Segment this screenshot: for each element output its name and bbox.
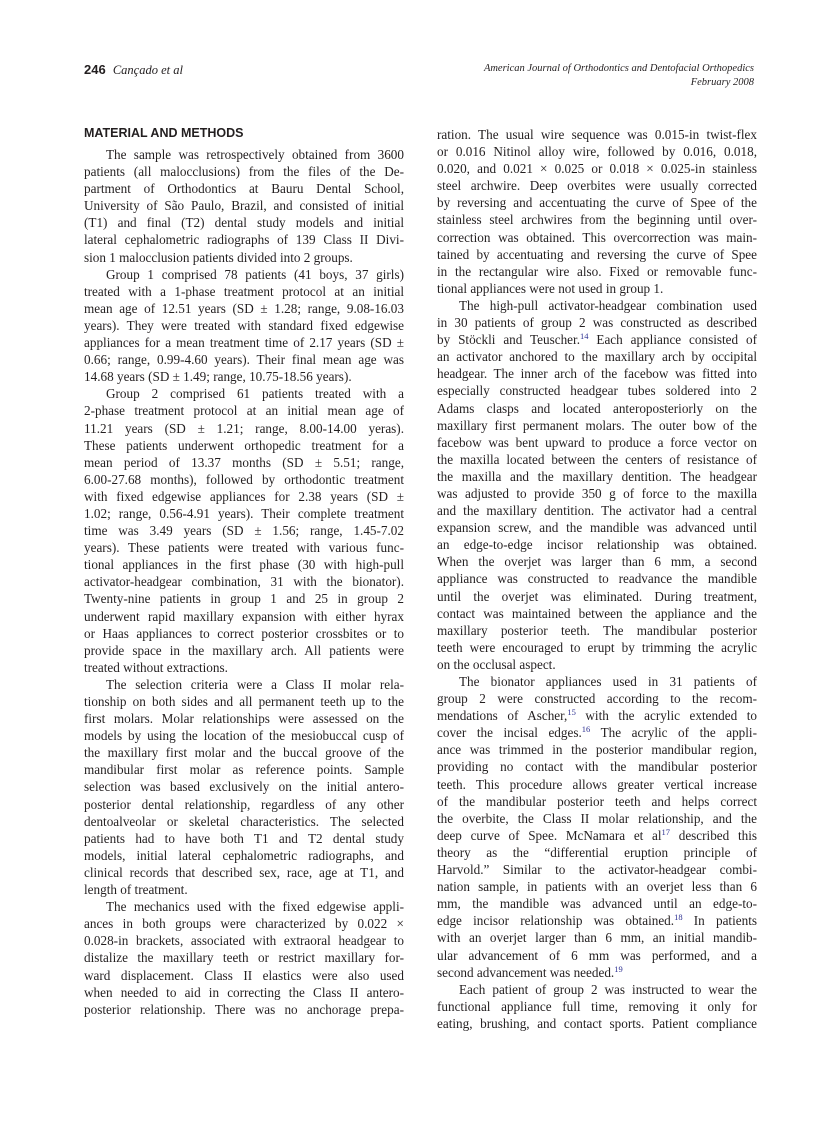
text-line: Group 1 comprised 78 patients (41 boys, 37 girls) (106, 266, 404, 282)
text-line: patients had to have both T1 and T2 dental study (84, 830, 404, 846)
section-heading: MATERIAL AND METHODS (84, 126, 244, 140)
text-line: ration. The usual wire sequence was 0.015-in twist-flex (437, 127, 757, 142)
text-line: The bionator appliances used in 31 patients of (459, 674, 757, 689)
text-line: contact was maintained between the appliance and the (437, 605, 757, 621)
text-line: length of treatment. (84, 882, 188, 898)
text-line: by Stöckli and Teuscher.$^{14}$ Each appliance consisted of (437, 331, 757, 348)
text-line: ular advancement of 6 mm was performed, and a (437, 947, 757, 963)
text-line: correction was obtained. This overcorrection was main- (437, 229, 757, 245)
text-line: appliance was constructed to readvance the mandible (437, 571, 757, 587)
text-line: years). These patients were treated with various func- (84, 540, 404, 556)
running-authors: Cançado et al (112, 63, 183, 77)
text-line: stainless steel archwires from the beginning until over- (437, 212, 757, 228)
page-header-left (84, 62, 183, 78)
text-line: on the occlusal aspect. (437, 656, 556, 672)
text-line: 0.020, and 0.021 × 0.025 or 0.018 × 0.025-in stainless (437, 161, 757, 177)
text-line: (T1) and final (T2) dental study models and initial (84, 215, 404, 231)
citation-reference[interactable]: 19 (614, 963, 623, 974)
text-line: underwent rapid maxillary expansion with either hyrax (84, 608, 404, 624)
text-line: tional appliances in the first phase (30 with high-pull (84, 557, 404, 573)
text-line: 0.66; range, 0.99-4.60 years). Their final mean age was (84, 352, 404, 368)
text-line: the maxilla located between the centers of resistance of (437, 451, 757, 467)
text-line: selection was based exclusively on the initial antero- (84, 779, 404, 795)
text-line: posterior dental relationship, regardless of any other (84, 796, 404, 812)
text-line: posterior relationship. There was no anchorage prepa- (84, 1001, 404, 1017)
text-line: The mechanics used with the fixed edgewise appli- (106, 899, 404, 915)
text-line: mean age of 12.51 years (SD ± 1.28; range, 9.08-16.03 (84, 300, 404, 316)
text-line: the maxillary first molar and the buccal groove of the (84, 745, 404, 761)
text-line: When the overjet was larger than 6 mm, a second (437, 554, 757, 570)
text-line: tional appliances were not used in group 1. (437, 280, 664, 296)
text-line: 2-phase treatment protocol at an initial mean age of (84, 403, 404, 419)
text-line: in the rectangular wire also. Fixed or removable func- (437, 263, 757, 279)
citation-reference[interactable]: 16 (581, 724, 591, 735)
page-number: 246 (84, 62, 106, 77)
text-line: The high-pull activator-headgear combination used (459, 297, 757, 313)
text-line: nation sample, in patients with an overjet less than 6 (437, 879, 757, 895)
text-line: ance was trimmed in the posterior mandibular region, (437, 742, 757, 758)
left-column (84, 126, 404, 1018)
text-line: tionship on both sides and all permanent teeth up to the (84, 694, 404, 709)
text-line: or Haas appliances to correct posterior crossbites or to (84, 625, 404, 641)
citation-reference[interactable]: 14 (580, 331, 589, 342)
text-line: facebow was bent upward to produce a force vector on (437, 434, 757, 450)
right-column-body (437, 126, 757, 1032)
text-line: mendations of Ascher,$^{15}$ with the acrylic extended to (437, 707, 757, 724)
text-line: Harvold.” Similar to the activator-headgear combi- (437, 862, 757, 878)
text-line: by reversing and accentuating the curve of Spee of the (437, 195, 757, 211)
text-line: activator-headgear combination, 31 with the bionator). (84, 574, 404, 590)
text-line: the overbite, the Class II molar relationship, and the (437, 810, 757, 826)
text-line: ward displacement. Class II elastics were also used (84, 967, 404, 983)
left-column-body (84, 146, 404, 1018)
text-line: treated without extractions. (84, 659, 228, 675)
text-line: maxillary posterior teeth. The mandibular posterior (437, 622, 757, 638)
text-line: 11.21 years (SD ± 1.21; range, 8.00-14.00 yeras). (84, 420, 404, 436)
text-line: mm, the mandible was advanced until an edge-to- (437, 896, 757, 912)
text-line: patients (all malocclusions) from the files of the De- (84, 164, 404, 180)
text-line: until the overjet was eliminated. During treatment, (437, 588, 757, 604)
text-line: clinical records that described sex, race, age at T1, and (84, 864, 404, 880)
text-line: second advancement was needed.$^{19}$ (437, 963, 623, 980)
text-line: steel archwire. Deep overbites were usually corrected (437, 178, 757, 194)
issue-date: February 2008 (690, 77, 754, 88)
text-line: Group 2 comprised 61 patients treated with a (106, 386, 404, 402)
text-line: models, initial lateral cephalometric radiographs, and (84, 847, 404, 863)
text-line: especially constructed headgear tubes soldered into 2 (437, 383, 757, 399)
text-line: cover the incisal edges.$^{16}$ The acrylic of the appli- (437, 724, 757, 741)
citation-reference[interactable]: 18 (674, 912, 683, 923)
page-header-right (484, 62, 754, 90)
text-line: These patients underwent orthopedic treatment for a (84, 437, 404, 453)
text-line: The selection criteria were a Class II molar rela- (106, 676, 404, 692)
text-line: Adams clasps and located anteroposteriorly on the (437, 400, 757, 416)
text-line: teeth. This procedure allows greater vertical increase (437, 776, 757, 792)
citation-reference[interactable]: 17 (661, 826, 671, 837)
right-column (437, 126, 757, 1032)
text-line: an activator anchored to the maxillary arch by occipital (437, 349, 757, 365)
text-line: 14.68 years (SD ± 1.49; range, 10.75-18.56 years). (84, 369, 352, 385)
text-line: functional appliance full time, removing it only for (437, 998, 757, 1014)
text-line: eating, brushing, and contact sports. Patient compliance (437, 1015, 757, 1031)
text-line: sion 1 malocclusion patients divided into 2 groups. (84, 249, 353, 265)
text-line: group 2 were constructed according to the recom- (437, 691, 757, 707)
text-line: partment of Orthodontics at Bauru Dental School, (84, 181, 404, 197)
text-line: theory as the “differential eruption principle of (437, 844, 757, 860)
text-line: when needed to aid in correcting the Class II antero- (84, 984, 404, 1000)
text-line: 6.00-27.68 months), followed by orthodontic treatment (84, 471, 404, 487)
text-line: tained by accentuating and reversing the curve of Spee (437, 246, 757, 262)
text-line: Each patient of group 2 was instructed to wear the (459, 981, 757, 997)
text-line: dentoalveolar or skeletal characteristics. The selected (84, 813, 404, 829)
text-line: ances in both groups were characterized by 0.022 × (84, 916, 404, 932)
text-line: expansion screw, and the mandible was advanced until (437, 520, 757, 536)
text-line: years). They were treated with standard fixed edgewise (84, 317, 404, 333)
text-line: in 30 patients of group 2 was constructed as described (437, 315, 757, 331)
text-line: an edge-to-edge incisor relationship was obtained. (437, 537, 757, 553)
text-line: maxillary first permanent molars. The outer bow of the (437, 417, 757, 433)
text-line: appliances for a mean treatment time of 2.17 years (SD ± (84, 335, 404, 351)
text-line: teeth were encouraged to erupt by trimming the acrylic (437, 639, 757, 655)
citation-reference[interactable]: 15 (567, 707, 576, 718)
text-line: time was 3.49 years (SD ± 1.56; range, 1.45-7.02 (84, 523, 404, 539)
text-line: distalize the maxillary teeth or restrict maxillary for- (84, 950, 404, 966)
journal-title: American Journal of Orthodontics and Dentofacial Orthopedics (483, 63, 754, 74)
text-line: with an overjet larger than 6 mm, an initial mandib- (437, 930, 757, 946)
text-line: providing no contact with the mandibular posterior (437, 759, 757, 775)
text-line: or 0.016 Nitinol alloy wire, followed by 0.016, 0.018, (437, 144, 757, 160)
text-line: the maxilla and the maxillary dentition. The headgear (437, 468, 757, 484)
text-line: was adjusted to provide 350 g of force to the maxilla (437, 485, 757, 501)
text-line: provide space in the maxillary arch. All patients were (84, 642, 404, 658)
text-line: Twenty-nine patients in group 1 and 25 in group 2 (84, 591, 404, 607)
text-line: treated with a 1-phase treatment protocol at an initial (84, 283, 404, 299)
text-line: headgear. The inner arch of the facebow was fitted into (437, 366, 757, 382)
text-line: The sample was retrospectively obtained from 3600 (106, 147, 404, 162)
text-line: mandibular first molar as reference points. Sample (84, 762, 404, 778)
text-line: of the mandibular posterior teeth and helps correct (437, 793, 757, 809)
text-line: 0.028-in brackets, associated with extraoral headgear to (84, 933, 404, 949)
text-line: with fixed edgewise appliances for 2.38 years (SD ± (84, 488, 404, 504)
text-line: edge incisor relationship was obtained.$^{18}$ In patients (437, 912, 757, 929)
text-line: models by using the location of the mesiobuccal cusp of (84, 728, 404, 744)
text-line: first molars. Molar relationships were assessed on the (84, 711, 404, 727)
text-line: deep curve of Spee. McNamara et $al^{17}$ described this (437, 826, 757, 843)
text-line: lateral cephalometric radiographs of 139 Class II Divi- (84, 232, 404, 248)
text-line: University of São Paulo, Brazil, and consisted of initial (84, 198, 404, 214)
text-line: and the maxillary dentition. The activator had a central (437, 503, 757, 519)
text-line: mean period of 13.37 months (SD ± 5.51; range, (84, 454, 404, 470)
text-line: 1.02; range, 0.56-4.91 years). Their complete treatment (84, 505, 404, 521)
